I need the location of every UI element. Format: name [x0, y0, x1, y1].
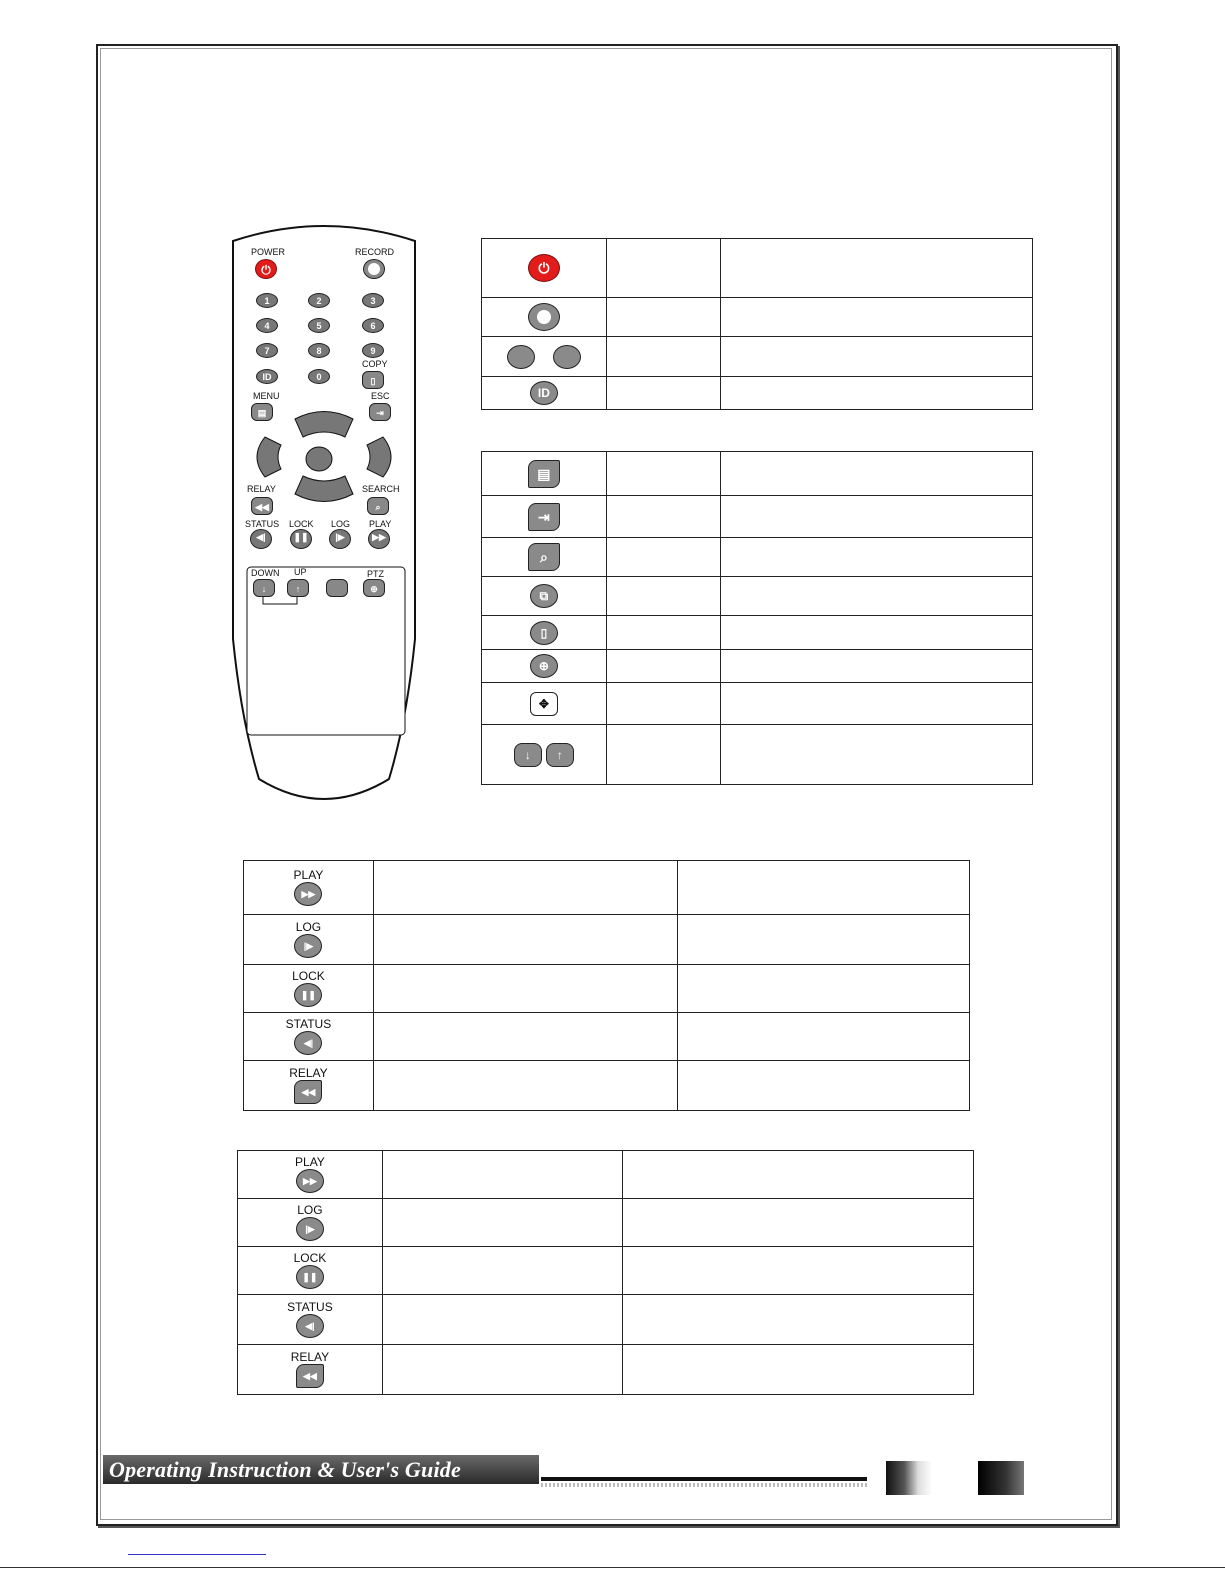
- remote-down-label: DOWN: [251, 568, 280, 578]
- log-icon: |▶: [296, 1217, 324, 1241]
- relay-icon: ◀◀: [294, 1080, 322, 1104]
- table-row: [482, 577, 1033, 616]
- ptz-icon: ⊕: [530, 654, 558, 678]
- table-row: [482, 377, 1033, 410]
- remote-key-1[interactable]: 1: [256, 293, 278, 308]
- copy-icon: ▯: [530, 621, 558, 645]
- remote-menu-button[interactable]: ▤: [251, 403, 273, 421]
- remote-play-button[interactable]: ▶▶: [368, 529, 390, 549]
- remote-key-4[interactable]: 4: [256, 318, 278, 333]
- play-icon: ▶▶: [296, 1169, 324, 1193]
- table-row: [482, 725, 1033, 785]
- table-main-buttons: [481, 238, 1033, 410]
- remote-esc-button[interactable]: ⇥: [369, 403, 391, 421]
- remote-relay-label: RELAY: [247, 484, 276, 494]
- remote-key-6[interactable]: 6: [362, 318, 384, 333]
- table-row: [244, 1013, 970, 1061]
- remote-copy-button[interactable]: ▯: [362, 371, 384, 389]
- remote-key-5[interactable]: 5: [308, 318, 330, 333]
- search-icon: ⌕: [528, 543, 560, 571]
- table-row: [482, 452, 1033, 496]
- direction-icon: ✥: [530, 692, 558, 716]
- remote-lock-button[interactable]: ❚❚: [290, 529, 312, 549]
- table-row: [482, 650, 1033, 683]
- remote-key-2[interactable]: 2: [308, 293, 330, 308]
- id-icon: ID: [530, 381, 558, 405]
- remote-search-label: SEARCH: [362, 484, 400, 494]
- play-label: PLAY: [295, 1155, 325, 1169]
- status-label: STATUS: [287, 1300, 333, 1314]
- table-row: [244, 965, 970, 1013]
- table-row: [482, 683, 1033, 725]
- table-row: [238, 1295, 974, 1345]
- camera-icon: [978, 1461, 1024, 1495]
- remote-key-8[interactable]: 8: [308, 343, 330, 358]
- status-icon: ◀|: [294, 1031, 322, 1055]
- lock-label: LOCK: [292, 969, 325, 983]
- up-arrow-icon: ↑: [546, 743, 574, 767]
- table-row: [244, 915, 970, 965]
- remote-search-button[interactable]: ⌕: [367, 497, 389, 515]
- remote-up-label: UP: [294, 567, 307, 577]
- remote-lock-label: LOCK: [289, 519, 314, 529]
- remote-blank-button[interactable]: [326, 579, 348, 597]
- table-row: [244, 861, 970, 915]
- remote-esc-label: ESC: [371, 391, 390, 401]
- remote-key-9[interactable]: 9: [362, 343, 384, 358]
- remote-record-button[interactable]: [363, 259, 385, 279]
- remote-relay-button[interactable]: ◀◀: [251, 497, 273, 515]
- remote-log-label: LOG: [331, 519, 351, 529]
- remote-power-button[interactable]: ⏻: [255, 259, 277, 279]
- table-row: [482, 538, 1033, 577]
- remote-up-button[interactable]: ↑: [287, 579, 309, 597]
- power-icon: ⏻: [528, 254, 560, 282]
- relay-label: RELAY: [289, 1066, 328, 1080]
- remote-copy-label: COPY: [362, 359, 388, 369]
- hyperlink-underline[interactable]: [128, 1554, 266, 1555]
- table-function-buttons: [481, 451, 1033, 785]
- remote-control-diagram: [229, 219, 419, 806]
- down-arrow-icon: ↓: [514, 743, 542, 767]
- number-button-icon: [553, 345, 581, 369]
- remote-key-7[interactable]: 7: [256, 343, 278, 358]
- esc-icon: ⇥: [528, 503, 560, 531]
- table-row: [238, 1151, 974, 1199]
- table-row: [482, 298, 1033, 337]
- remote-down-button[interactable]: ↓: [253, 579, 275, 597]
- play-label: PLAY: [293, 868, 324, 882]
- table-row: [482, 616, 1033, 650]
- remote-ptz-button[interactable]: ⊕: [363, 579, 385, 597]
- log-label: LOG: [297, 1203, 323, 1217]
- relay-label: RELAY: [290, 1350, 330, 1364]
- remote-ptz-label: PTZ: [367, 569, 384, 579]
- table-row: [482, 239, 1033, 298]
- table-row: [482, 337, 1033, 377]
- remote-status-label: STATUS: [245, 519, 280, 529]
- table-playback-buttons-2: [237, 1150, 974, 1395]
- lock-icon: ❚❚: [294, 983, 322, 1007]
- remote-play-label: PLAY: [369, 519, 392, 529]
- remote-record-label: RECORD: [355, 247, 395, 257]
- log-label: LOG: [295, 920, 322, 934]
- menu-icon: ▤: [528, 460, 560, 488]
- lock-icon: ❚❚: [296, 1265, 324, 1289]
- footer-dotted-rule: [541, 1483, 867, 1487]
- play-icon: ▶▶: [294, 882, 322, 906]
- table-row: [482, 496, 1033, 538]
- status-label: STATUS: [285, 1017, 332, 1031]
- record-icon: [528, 303, 560, 331]
- remote-log-button[interactable]: |▶: [329, 529, 351, 549]
- footer-title: Operating Instruction & User's Guide: [103, 1455, 539, 1484]
- number-button-icon: [507, 345, 535, 369]
- status-icon: ◀|: [296, 1314, 324, 1338]
- remote-key-0[interactable]: 0: [308, 369, 330, 384]
- camera-icon: [886, 1461, 932, 1495]
- lock-label: LOCK: [293, 1251, 327, 1265]
- table-row: [238, 1199, 974, 1247]
- remote-key-3[interactable]: 3: [362, 293, 384, 308]
- relay-icon: ◀◀: [296, 1364, 324, 1388]
- remote-status-button[interactable]: ◀|: [250, 529, 272, 549]
- table-row: [244, 1061, 970, 1111]
- sequence-icon: ⧉: [530, 584, 558, 608]
- table-row: [238, 1345, 974, 1395]
- remote-menu-label: MENU: [253, 391, 280, 401]
- page-bottom-rule: [0, 1567, 1225, 1568]
- footer-rule: [541, 1477, 867, 1481]
- remote-key-id[interactable]: ID: [256, 369, 278, 384]
- remote-power-label: POWER: [251, 247, 286, 257]
- log-icon: |▶: [294, 934, 322, 958]
- table-row: [238, 1247, 974, 1295]
- table-playback-buttons-1: [243, 860, 970, 1111]
